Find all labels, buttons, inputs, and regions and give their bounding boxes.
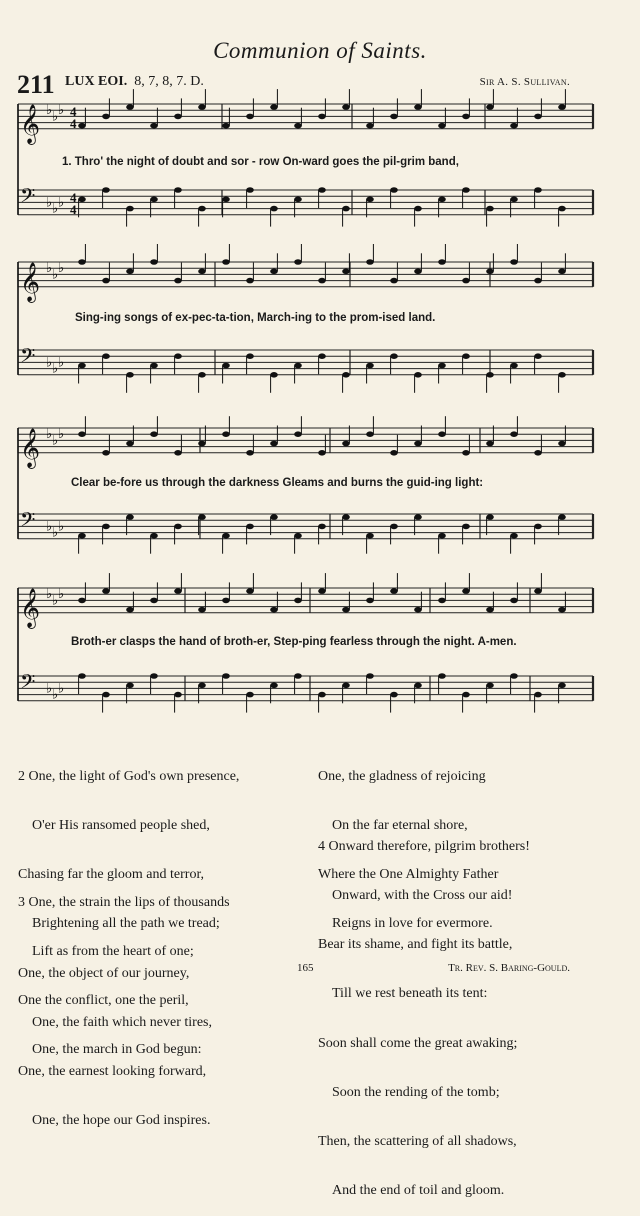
note-head <box>390 114 398 120</box>
note-head <box>222 533 230 539</box>
verse-4 <box>318 806 530 1216</box>
flat-icon: ♭ <box>52 201 59 217</box>
note-head <box>486 206 494 212</box>
verse-line: Lift as from the heart of one; <box>32 944 194 960</box>
flat-icon: ♭ <box>52 267 59 283</box>
note-head <box>102 114 110 120</box>
note-head <box>150 259 158 265</box>
composer: Sir A. S. Sullivan. <box>479 76 570 88</box>
note-head <box>222 123 230 129</box>
note-head <box>294 363 302 369</box>
note-head <box>510 197 518 203</box>
note-head <box>438 598 446 604</box>
note-head <box>534 692 542 698</box>
time-signature: 4 <box>70 104 77 119</box>
verse-3 <box>18 862 230 1075</box>
note-head <box>438 259 446 265</box>
note-head <box>534 114 542 120</box>
note-head <box>150 533 158 539</box>
note-head <box>318 450 326 456</box>
note-head <box>174 278 182 284</box>
note-head <box>318 353 326 359</box>
note-head <box>366 259 374 265</box>
bass-clef-icon: 𝄢 <box>20 184 36 212</box>
page-title: Communion of Saints. <box>213 38 427 63</box>
note-head <box>366 363 374 369</box>
flat-icon: ♭ <box>46 261 53 277</box>
flat-icon: ♭ <box>58 681 65 697</box>
note-head <box>102 692 110 698</box>
flat-icon: ♭ <box>52 109 59 125</box>
note-head <box>414 206 422 212</box>
note-head <box>222 431 230 437</box>
verse-line: One, the march in God begun: <box>32 1042 202 1058</box>
note-head <box>246 692 254 698</box>
note-head <box>294 123 302 129</box>
note-head <box>462 588 470 594</box>
note-head <box>558 104 566 110</box>
tune-name: LUX EOI. <box>65 74 128 89</box>
note-head <box>246 450 254 456</box>
note-head <box>462 450 470 456</box>
note-head <box>78 431 86 437</box>
note-head <box>534 450 542 456</box>
note-head <box>222 598 230 604</box>
note-head <box>486 683 494 689</box>
note-head <box>270 104 278 110</box>
verse-line: Chasing far the gloom and terror, <box>18 867 205 883</box>
verse-line: And the end of toil and gloom. <box>332 1183 505 1199</box>
note-head <box>318 524 326 530</box>
note-head <box>102 524 110 530</box>
flat-icon: ♭ <box>46 587 53 603</box>
note-head <box>438 431 446 437</box>
note-head <box>342 104 350 110</box>
note-head <box>342 206 350 212</box>
flat-icon: ♭ <box>58 103 65 119</box>
note-head <box>414 514 422 520</box>
note-head <box>390 524 398 530</box>
note-head <box>246 353 254 359</box>
note-head <box>414 269 422 275</box>
note-head <box>78 259 86 265</box>
note-head <box>222 259 230 265</box>
lyric-line-3: Clear be-fore us through the darkness Gleams and burns the guid-ing light: <box>71 477 484 489</box>
bass-clef-icon: 𝄢 <box>20 508 36 536</box>
note-head <box>174 187 182 193</box>
note-head <box>462 187 470 193</box>
note-head <box>126 441 134 447</box>
bass-clef-icon: 𝄢 <box>20 344 36 372</box>
flat-icon: ♭ <box>58 587 65 603</box>
flat-icon: ♭ <box>52 433 59 449</box>
flat-icon: ♭ <box>52 361 59 377</box>
flat-icon: ♭ <box>46 103 53 119</box>
flat-icon: ♭ <box>52 593 59 609</box>
flat-icon: ♭ <box>58 427 65 443</box>
note-head <box>198 607 206 613</box>
note-head <box>438 533 446 539</box>
note-head <box>102 588 110 594</box>
treble-clef-icon: 𝄞 <box>20 103 41 144</box>
verse-line: Onward, with the Cross our aid! <box>332 888 513 904</box>
note-head <box>150 197 158 203</box>
note-head <box>534 278 542 284</box>
verse-line: One the conflict, one the peril, <box>18 993 189 1009</box>
lyric-line-1: 1. Thro' the night of doubt and sor - row On-ward goes the pil-grim band, <box>62 156 459 168</box>
note-head <box>510 123 518 129</box>
note-head <box>366 123 374 129</box>
note-head <box>558 514 566 520</box>
note-head <box>222 363 230 369</box>
note-head <box>510 533 518 539</box>
verse-line: Soon shall come the great awaking; <box>318 1035 518 1051</box>
note-head <box>198 269 206 275</box>
note-head <box>366 598 374 604</box>
note-head <box>174 588 182 594</box>
verse-line: Till we rest beneath its tent: <box>332 986 488 1002</box>
hymn-number: 211 <box>17 70 55 99</box>
note-head <box>126 514 134 520</box>
note-head <box>438 673 446 679</box>
meter: 8, 7, 8, 7. D. <box>134 74 204 89</box>
note-head <box>390 278 398 284</box>
verse-line: Bear its shame, and fight its battle, <box>318 937 513 953</box>
note-head <box>102 187 110 193</box>
verse-line: Soon the rending of the tomb; <box>332 1084 500 1100</box>
flat-icon: ♭ <box>52 525 59 541</box>
note-head <box>318 187 326 193</box>
note-head <box>270 607 278 613</box>
flat-icon: ♭ <box>52 687 59 703</box>
flat-icon: ♭ <box>46 519 53 535</box>
verse-line: Then, the scattering of all shadows, <box>318 1134 517 1150</box>
treble-clef-icon: 𝄞 <box>20 261 41 302</box>
note-head <box>126 683 134 689</box>
note-head <box>174 114 182 120</box>
note-head <box>294 431 302 437</box>
note-head <box>150 598 158 604</box>
note-head <box>246 187 254 193</box>
note-head <box>198 441 206 447</box>
note-head <box>126 104 134 110</box>
note-head <box>414 441 422 447</box>
note-head <box>558 269 566 275</box>
note-head <box>174 692 182 698</box>
note-head <box>438 363 446 369</box>
note-head <box>318 588 326 594</box>
time-signature: 4 <box>70 190 77 205</box>
note-head <box>198 104 206 110</box>
note-head <box>342 683 350 689</box>
note-head <box>246 588 254 594</box>
note-head <box>414 683 422 689</box>
note-head <box>150 363 158 369</box>
note-head <box>222 673 230 679</box>
note-head <box>462 278 470 284</box>
flat-icon: ♭ <box>46 427 53 443</box>
note-head <box>510 363 518 369</box>
note-head <box>126 607 134 613</box>
note-head <box>246 278 254 284</box>
note-head <box>438 123 446 129</box>
note-head <box>270 441 278 447</box>
note-head <box>510 259 518 265</box>
note-head <box>126 206 134 212</box>
flat-icon: ♭ <box>58 261 65 277</box>
note-head <box>78 673 86 679</box>
flat-icon: ♭ <box>58 195 65 211</box>
translator-credit: Tr. Rev. S. Baring-Gould. <box>448 962 570 974</box>
note-head <box>462 114 470 120</box>
verse-line: Where the One Almighty Father <box>318 867 499 883</box>
time-signature: 4 <box>70 116 77 131</box>
verse-line: Brightening all the path we tread; <box>32 916 220 932</box>
lyric-line-2: Sing-ing songs of ex-pec-ta-tion, March-ing to the prom-ised land. <box>75 312 436 324</box>
note-head <box>318 114 326 120</box>
note-head <box>294 533 302 539</box>
note-head <box>558 206 566 212</box>
note-head <box>270 206 278 212</box>
note-head <box>486 514 494 520</box>
note-head <box>462 353 470 359</box>
note-head <box>78 533 86 539</box>
verse-line: One, the gladness of rejoicing <box>318 768 486 784</box>
note-head <box>174 353 182 359</box>
note-head <box>342 514 350 520</box>
note-head <box>102 353 110 359</box>
note-head <box>534 588 542 594</box>
note-head <box>558 607 566 613</box>
note-head <box>486 441 494 447</box>
note-head <box>486 372 494 378</box>
note-head <box>486 104 494 110</box>
note-head <box>78 197 86 203</box>
note-head <box>390 588 398 594</box>
time-signature: 4 <box>70 202 77 217</box>
note-head <box>534 353 542 359</box>
note-head <box>342 607 350 613</box>
flat-icon: ♭ <box>58 355 65 371</box>
note-head <box>558 372 566 378</box>
flat-icon: ♭ <box>46 681 53 697</box>
verse-line: 3 One, the strain the lips of thousands <box>18 894 230 910</box>
verse-line: O'er His ransomed people shed, <box>32 818 210 834</box>
note-head <box>270 514 278 520</box>
verse-line: One, the faith which never tires, <box>32 1014 212 1030</box>
note-head <box>390 692 398 698</box>
note-head <box>366 533 374 539</box>
note-head <box>510 431 518 437</box>
verse-line: On the far eternal shore, <box>332 818 468 834</box>
verse-line: One, the object of our journey, <box>18 965 190 981</box>
note-head <box>414 372 422 378</box>
note-head <box>342 269 350 275</box>
note-head <box>318 692 326 698</box>
page-number: 165 <box>297 962 314 974</box>
note-head <box>462 692 470 698</box>
note-head <box>390 187 398 193</box>
note-head <box>342 372 350 378</box>
note-head <box>558 441 566 447</box>
note-head <box>534 524 542 530</box>
note-head <box>126 372 134 378</box>
note-head <box>510 673 518 679</box>
note-head <box>126 269 134 275</box>
note-head <box>390 450 398 456</box>
note-head <box>366 431 374 437</box>
note-head <box>222 197 230 203</box>
note-head <box>390 353 398 359</box>
note-head <box>486 607 494 613</box>
note-head <box>270 683 278 689</box>
note-head <box>294 197 302 203</box>
verse-line: 4 Onward therefore, pilgrim brothers! <box>318 838 530 854</box>
note-head <box>102 450 110 456</box>
note-head <box>150 123 158 129</box>
note-head <box>78 123 86 129</box>
note-head <box>342 441 350 447</box>
treble-clef-icon: 𝄞 <box>20 427 41 468</box>
note-head <box>246 524 254 530</box>
note-head <box>198 206 206 212</box>
flat-icon: ♭ <box>46 355 53 371</box>
note-head <box>78 363 86 369</box>
note-head <box>102 278 110 284</box>
note-head <box>198 372 206 378</box>
flat-icon: ♭ <box>58 519 65 535</box>
verse-line: One, the earnest looking forward, <box>18 1064 207 1080</box>
note-head <box>198 683 206 689</box>
note-head <box>150 673 158 679</box>
note-head <box>294 673 302 679</box>
note-head <box>270 372 278 378</box>
note-head <box>294 598 302 604</box>
note-head <box>366 673 374 679</box>
verse-line: One, the hope our God inspires. <box>32 1113 211 1129</box>
treble-clef-icon: 𝄞 <box>20 587 41 628</box>
note-head <box>558 683 566 689</box>
bass-clef-icon: 𝄢 <box>20 670 36 698</box>
verse-line: 2 One, the light of God's own presence, <box>18 768 240 784</box>
note-head <box>534 187 542 193</box>
lyric-line-4: Broth-er clasps the hand of broth-er, Step-ping fearless through the night. A-men. <box>71 636 517 648</box>
note-head <box>366 197 374 203</box>
note-head <box>510 598 518 604</box>
note-head <box>486 269 494 275</box>
note-head <box>294 259 302 265</box>
note-head <box>150 431 158 437</box>
note-head <box>414 104 422 110</box>
note-head <box>270 269 278 275</box>
flat-icon: ♭ <box>46 195 53 211</box>
note-head <box>438 197 446 203</box>
note-head <box>318 278 326 284</box>
note-head <box>174 524 182 530</box>
note-head <box>462 524 470 530</box>
note-head <box>174 450 182 456</box>
verse-line: Reigns in love for evermore. <box>332 916 493 932</box>
note-head <box>198 514 206 520</box>
score-staves <box>18 89 593 713</box>
note-head <box>78 598 86 604</box>
note-head <box>246 114 254 120</box>
note-head <box>414 607 422 613</box>
